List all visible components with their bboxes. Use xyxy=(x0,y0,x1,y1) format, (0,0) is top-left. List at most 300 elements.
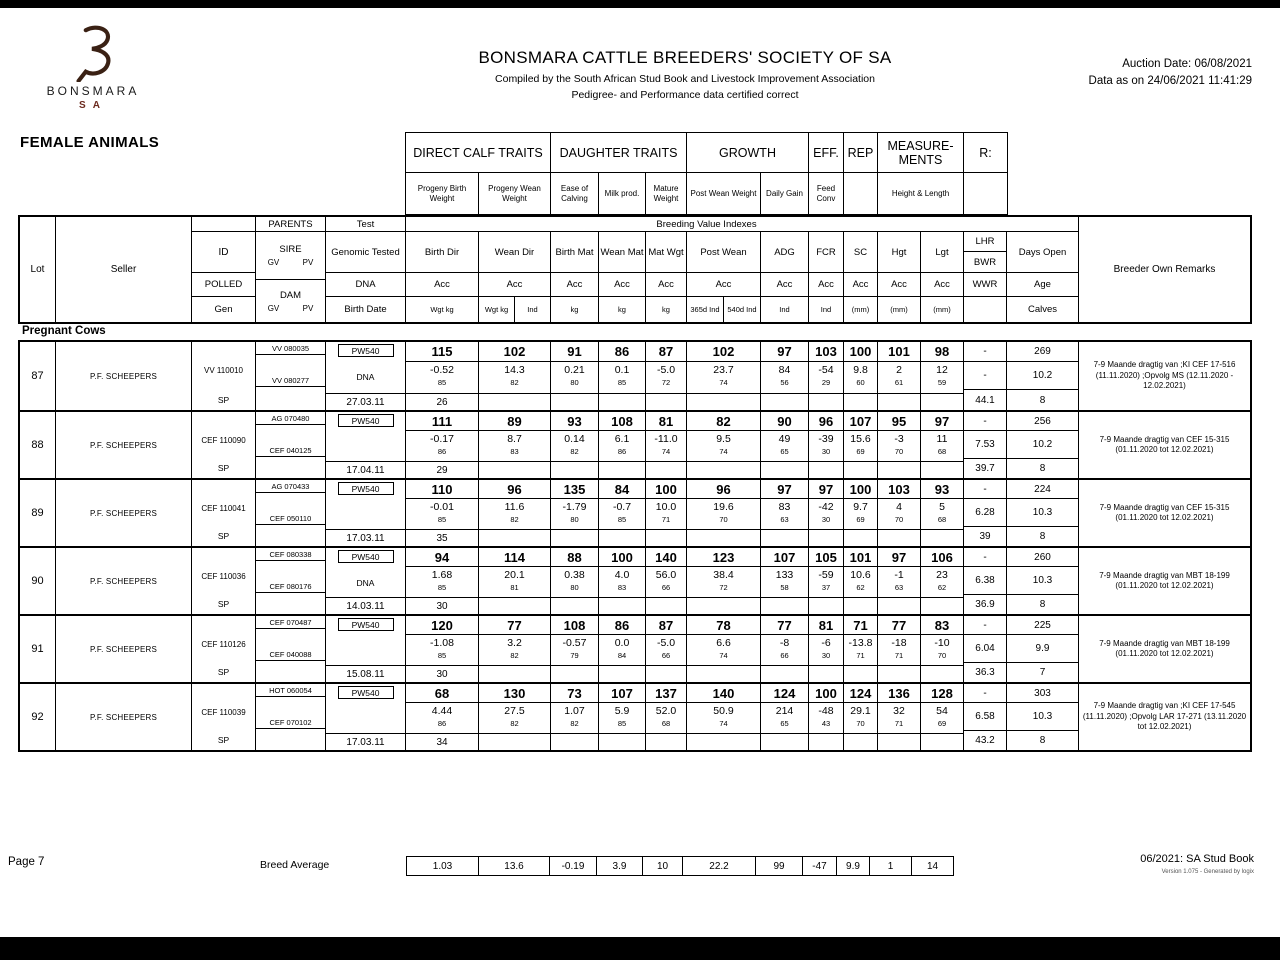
ratios-cell xyxy=(964,616,1007,682)
calves-value: 8 xyxy=(1039,394,1046,406)
id-cell xyxy=(192,412,256,478)
col-birth-dir xyxy=(406,616,479,682)
col-wean-dir: 96 11.6 82 xyxy=(479,480,551,546)
header-col-lgt: Lgt Acc (mm) xyxy=(921,232,964,322)
col-wean-dir: 102 14.3 82 xyxy=(479,342,551,410)
col-mat-wgt: 137 52.0 68 xyxy=(646,684,687,750)
subgroup-progeny-wean-weight: Progeny Wean Weight xyxy=(479,173,551,214)
col-fcr: 105 -59 37 xyxy=(809,548,844,614)
col-birth-mat: 135 -1.79 80 xyxy=(551,480,599,546)
group-rep: REP xyxy=(844,133,878,172)
dam-id: VV 080277 xyxy=(256,374,325,387)
col-fcr: 97 -42 30 xyxy=(809,480,844,546)
group-eff: EFF. xyxy=(809,133,844,172)
gen-value: SP xyxy=(217,735,230,745)
trait-group-header xyxy=(405,132,1008,215)
col-hgt: 136 32 71 xyxy=(878,684,921,750)
bwr-value: 7.53 xyxy=(964,431,1006,458)
col-hgt: 95 -3 70 xyxy=(878,412,921,478)
page-number: Page 7 xyxy=(8,856,45,868)
col-fcr: 96 -39 30 xyxy=(809,412,844,478)
calves-value: 8 xyxy=(1039,598,1046,610)
ratios-cell xyxy=(964,684,1007,750)
age-value: 10.3 xyxy=(1007,567,1078,594)
group-growth: GROWTH xyxy=(687,133,809,172)
header-dam: DAM GV PV xyxy=(267,289,314,313)
col-post-wean: 96 19.6 70 xyxy=(687,480,761,546)
subgroup-empty-r xyxy=(964,173,1007,214)
col-birth-mat: 73 1.07 82 xyxy=(551,684,599,750)
col-mat-wgt: 100 10.0 71 xyxy=(646,480,687,546)
bwr-value: 6.04 xyxy=(964,635,1006,662)
test-cell xyxy=(326,616,406,682)
gen-value: SP xyxy=(217,463,230,473)
test-code: PW540 xyxy=(338,414,394,427)
animal-id: CEF 110126 xyxy=(201,640,246,649)
col-adg: 124 214 65 xyxy=(761,684,809,750)
breeder-remarks: 7-9 Maande dragtig van CEF 15-315 (01.11.2020 tot 12.02.2021) xyxy=(1099,434,1230,454)
birth-date: 14.03.11 xyxy=(326,597,405,614)
calves-value: 8 xyxy=(1039,462,1046,474)
header-col-sc: SC Acc (mm) xyxy=(844,232,878,322)
days-cell xyxy=(1007,342,1079,410)
breed-average-value: 1.03 xyxy=(406,856,479,876)
test-cell xyxy=(326,342,406,410)
parents-cell xyxy=(256,480,326,546)
lhr-value: - xyxy=(964,412,1006,431)
col-wean-dir: 77 3.2 82 xyxy=(479,616,551,682)
days-open-value: 260 xyxy=(1007,548,1078,567)
breeder-remarks: 7-9 Maande dragtig van MBT 18-199 (01.11.2020 tot 12.02.2021) xyxy=(1099,638,1230,658)
table-row xyxy=(20,682,1250,750)
seller-name: P.F. SCHEEPERS xyxy=(56,616,192,682)
days-open-value: 303 xyxy=(1007,684,1078,703)
footer-right xyxy=(1140,853,1254,875)
header-lot: Lot xyxy=(20,217,56,322)
table-row xyxy=(20,614,1250,682)
breed-average-value: 9.9 xyxy=(836,856,870,876)
col-birth-dir xyxy=(406,684,479,750)
header-parents: PARENTS xyxy=(256,217,325,232)
header-col-post-wean: Post Wean Acc 365d Ind 540d Ind xyxy=(687,232,761,322)
group-measurements: MEASURE-MENTS xyxy=(878,133,964,172)
header-lhr: LHR xyxy=(964,232,1006,252)
header-test: Test xyxy=(326,217,405,232)
wwr-value: 39 xyxy=(979,530,991,542)
bv-value: -1.08 xyxy=(430,636,454,649)
lot-number: 90 xyxy=(20,548,56,614)
bwr-value: 6.58 xyxy=(964,703,1006,730)
lot-number: 89 xyxy=(20,480,56,546)
days-open-value: 269 xyxy=(1007,342,1078,362)
birth-date: 15.08.11 xyxy=(326,665,405,682)
version-text: Version 1.075 - Generated by logix xyxy=(1161,869,1254,875)
group-r: R: xyxy=(979,145,992,160)
bwr-value: 6.38 xyxy=(964,567,1006,594)
subgroup-feed-conv: Feed Conv xyxy=(809,173,844,214)
weight-value: 34 xyxy=(406,733,478,750)
acc-value: 85 xyxy=(437,514,447,524)
col-adg: 77 -8 66 xyxy=(761,616,809,682)
col-adg: 97 83 63 xyxy=(761,480,809,546)
section-title: FEMALE ANIMALS xyxy=(20,134,160,151)
subgroup-height-length: Height & Length xyxy=(878,173,964,214)
auction-date: Auction Date: 06/08/2021 xyxy=(1122,58,1252,70)
test-code: PW540 xyxy=(338,482,394,495)
col-fcr: 103 -54 29 xyxy=(809,342,844,410)
col-lgt: 128 54 69 xyxy=(921,684,964,750)
test-code: PW540 xyxy=(338,618,394,631)
col-wean-mat: 86 0.0 84 xyxy=(599,616,646,682)
acc-value: 86 xyxy=(437,718,447,728)
breed-average-value: -0.19 xyxy=(549,856,597,876)
header-birth-date: Birth Date xyxy=(344,304,387,315)
col-wean-dir: 130 27.5 82 xyxy=(479,684,551,750)
sire-id: AG 070433 xyxy=(256,480,325,493)
age-value: 10.3 xyxy=(1007,703,1078,730)
col-birth-mat: 93 0.14 82 xyxy=(551,412,599,478)
header-wwr: WWR xyxy=(964,273,1006,297)
acc-value: 86 xyxy=(437,446,447,456)
dam-id: CEF 050110 xyxy=(256,512,325,525)
studbook-edition: 06/2021: SA Stud Book xyxy=(1140,853,1254,865)
test-cell xyxy=(326,684,406,750)
acc-value: 85 xyxy=(437,582,447,592)
gen-value: SP xyxy=(217,395,230,405)
col-hgt: 77 -18 71 xyxy=(878,616,921,682)
bonsmara-brand-icon xyxy=(67,24,119,82)
lot-number: 88 xyxy=(20,412,56,478)
lot-number: 91 xyxy=(20,616,56,682)
document-dates xyxy=(1089,56,1252,90)
dam-id: CEF 080176 xyxy=(256,580,325,593)
sire-id: VV 080035 xyxy=(256,342,325,355)
header-col-fcr: FCR Acc Ind xyxy=(809,232,844,322)
wwr-value: 36.9 xyxy=(975,598,995,610)
header-col-adg: ADG Acc Ind xyxy=(761,232,809,322)
col-wean-dir: 89 8.7 83 xyxy=(479,412,551,478)
header-sire: SIRE GV PV xyxy=(256,232,325,280)
col-mat-wgt: 140 56.0 66 xyxy=(646,548,687,614)
age-value: 10.2 xyxy=(1007,362,1078,390)
table-row xyxy=(20,478,1250,546)
subgroup-ease-of-calving: Ease of Calving xyxy=(551,173,599,214)
birth-date: 17.03.11 xyxy=(326,529,405,546)
lhr-value: - xyxy=(964,548,1006,567)
dam-id: CEF 040088 xyxy=(256,648,325,661)
col-lgt: 97 11 68 xyxy=(921,412,964,478)
col-birth-dir xyxy=(406,342,479,410)
id-cell xyxy=(192,548,256,614)
header-col-wean-dir: Wean Dir Acc Wgt kg Ind xyxy=(479,232,551,322)
lhr-value: - xyxy=(964,342,1006,362)
header-id-column xyxy=(192,217,256,322)
wwr-value: 44.1 xyxy=(975,394,995,406)
lhr-value: - xyxy=(964,684,1006,703)
header-test-column xyxy=(326,217,406,322)
ratios-cell xyxy=(964,480,1007,546)
dam-id: CEF 040125 xyxy=(256,444,325,457)
lhr-value: - xyxy=(964,480,1006,499)
days-cell xyxy=(1007,684,1079,750)
index-value: 111 xyxy=(406,412,478,431)
breed-average-value: 22.2 xyxy=(682,856,756,876)
col-post-wean: 140 50.9 74 xyxy=(687,684,761,750)
parents-cell xyxy=(256,548,326,614)
days-cell xyxy=(1007,616,1079,682)
animal-id: CEF 110039 xyxy=(201,708,246,717)
header-col-mat-wgt: Mat Wgt Acc kg xyxy=(646,232,687,322)
index-value: 68 xyxy=(406,684,478,703)
wwr-value: 39.7 xyxy=(975,462,995,474)
col-post-wean: 123 38.4 72 xyxy=(687,548,761,614)
col-mat-wgt: 81 -11.0 74 xyxy=(646,412,687,478)
id-cell xyxy=(192,684,256,750)
col-birth-dir xyxy=(406,412,479,478)
acc-value: 85 xyxy=(437,650,447,660)
header-days-column xyxy=(1007,217,1079,322)
dna-flag: DNA xyxy=(356,372,375,382)
seller-name: P.F. SCHEEPERS xyxy=(56,412,192,478)
col-lgt: 106 23 62 xyxy=(921,548,964,614)
sire-id: HOT 060054 xyxy=(256,684,325,697)
section-label-pregnant-cows: Pregnant Cows xyxy=(22,325,106,337)
col-birth-mat: 108 -0.57 79 xyxy=(551,616,599,682)
group-direct-calf: DIRECT CALF TRAITS xyxy=(406,133,551,172)
col-hgt: 101 2 61 xyxy=(878,342,921,410)
test-code: PW540 xyxy=(338,686,394,699)
data-as-on: Data as on 24/06/2021 11:41:29 xyxy=(1088,75,1252,87)
bv-value: 4.44 xyxy=(431,704,453,717)
col-birth-dir xyxy=(406,480,479,546)
col-sc: 100 9.8 60 xyxy=(844,342,878,410)
col-birth-mat: 91 0.21 80 xyxy=(551,342,599,410)
breed-average-value: -47 xyxy=(802,856,837,876)
bv-value: 1.68 xyxy=(431,568,453,581)
id-cell xyxy=(192,616,256,682)
col-post-wean: 82 9.5 74 xyxy=(687,412,761,478)
header-seller: Seller xyxy=(56,217,192,322)
lot-number: 92 xyxy=(20,684,56,750)
breeder-remarks: 7-9 Maande dragtig van ;KI CEF 17-516 (11.11.2020) ;Opvolg MS (12.11.2020 - 12.02.2021) xyxy=(1093,360,1236,391)
subgroup-empty-rep xyxy=(844,173,878,214)
calves-value: 8 xyxy=(1039,734,1046,746)
wwr-value: 36.3 xyxy=(975,666,995,678)
brand-sub: SA xyxy=(79,100,107,111)
table-row xyxy=(20,342,1250,410)
weight-value: 30 xyxy=(406,597,478,614)
header-id: ID xyxy=(192,232,255,273)
header-age: Age xyxy=(1007,273,1078,297)
col-sc: 101 10.6 62 xyxy=(844,548,878,614)
col-hgt: 97 -1 63 xyxy=(878,548,921,614)
seller-name: P.F. SCHEEPERS xyxy=(56,684,192,750)
seller-name: P.F. SCHEEPERS xyxy=(56,548,192,614)
document-subtitle: Compiled by the South African Stud Book and Livestock Improvement Association xyxy=(495,73,875,85)
birth-date: 27.03.11 xyxy=(326,393,405,410)
age-value: 9.9 xyxy=(1007,635,1078,662)
col-mat-wgt: 87 -5.0 66 xyxy=(646,616,687,682)
days-open-value: 256 xyxy=(1007,412,1078,431)
group-daughter: DAUGHTER TRAITS xyxy=(551,133,687,172)
col-fcr: 81 -6 30 xyxy=(809,616,844,682)
days-cell xyxy=(1007,412,1079,478)
col-birth-dir xyxy=(406,548,479,614)
header-col-ratios xyxy=(964,232,1007,322)
document-title: BONSMARA CATTLE BREEDERS' SOCIETY OF SA xyxy=(478,48,892,67)
subgroup-mature-weight: Mature Weight xyxy=(646,173,687,214)
parents-cell xyxy=(256,342,326,410)
header-dna: DNA xyxy=(326,273,405,297)
breed-average-value: 10 xyxy=(642,856,683,876)
document-certification: Pedigree- and Performance data certified correct xyxy=(571,89,799,101)
gen-value: SP xyxy=(217,599,230,609)
document-header xyxy=(290,48,1080,101)
breed-average-value: 1 xyxy=(869,856,912,876)
col-hgt: 103 4 70 xyxy=(878,480,921,546)
subgroup-daily-gain: Daily Gain xyxy=(761,173,809,214)
weight-value: 35 xyxy=(406,529,478,546)
col-lgt: 83 -10 70 xyxy=(921,616,964,682)
header-polled: POLLED xyxy=(192,273,255,297)
table-body xyxy=(18,340,1252,752)
col-wean-mat: 84 -0.7 85 xyxy=(599,480,646,546)
breeder-remarks: 7-9 Maande dragtig van MBT 18-199 (01.11.2020 tot 12.02.2021) xyxy=(1099,570,1230,590)
col-birth-mat: 88 0.38 80 xyxy=(551,548,599,614)
breed-average-value: 14 xyxy=(911,856,954,876)
index-value: 94 xyxy=(406,548,478,567)
lot-number: 87 xyxy=(20,342,56,410)
seller-name: P.F. SCHEEPERS xyxy=(56,480,192,546)
weight-value: 26 xyxy=(406,393,478,410)
id-cell xyxy=(192,342,256,410)
test-cell xyxy=(326,548,406,614)
days-cell xyxy=(1007,480,1079,546)
sire-id: CEF 080338 xyxy=(256,548,325,561)
header-col-birth-dir: Birth Dir Acc Wgt kg xyxy=(406,232,479,322)
breeder-remarks: 7-9 Maande dragtig van ;KI CEF 17-545 (11.11.2020) ;Opvolg LAR 17-271 (13.11.2020 tot 12.02.2021) xyxy=(1082,701,1247,732)
header-remarks: Breeder Own Remarks xyxy=(1113,264,1216,275)
col-wean-mat: 107 5.9 85 xyxy=(599,684,646,750)
wwr-value: 43.2 xyxy=(975,734,995,746)
index-value: 115 xyxy=(406,342,478,362)
parents-cell xyxy=(256,684,326,750)
subgroup-post-wean-weight: Post Wean Weight xyxy=(687,173,761,214)
animal-id: CEF 110036 xyxy=(201,572,246,581)
col-wean-mat: 100 4.0 83 xyxy=(599,548,646,614)
header-col-hgt: Hgt Acc (mm) xyxy=(878,232,921,322)
bv-value: -0.17 xyxy=(430,432,454,445)
calves-value: 8 xyxy=(1039,530,1046,542)
breed-average-value: 99 xyxy=(755,856,803,876)
header-col-wean-mat: Wean Mat Acc kg xyxy=(599,232,646,322)
table-row xyxy=(20,546,1250,614)
col-sc: 71 -13.8 71 xyxy=(844,616,878,682)
col-wean-dir: 114 20.1 81 xyxy=(479,548,551,614)
animal-id: CEF 110041 xyxy=(201,504,246,513)
header-calves: Calves xyxy=(1027,304,1058,315)
animal-id: VV 110010 xyxy=(204,366,243,375)
days-cell xyxy=(1007,548,1079,614)
parents-cell xyxy=(256,412,326,478)
lhr-value: - xyxy=(964,616,1006,635)
parents-cell xyxy=(256,616,326,682)
seller-name: P.F. SCHEEPERS xyxy=(56,342,192,410)
dam-id: CEF 070102 xyxy=(256,716,325,729)
main-table-header xyxy=(18,215,1252,324)
col-adg: 97 84 56 xyxy=(761,342,809,410)
gen-value: SP xyxy=(217,667,230,677)
header-breeding-value-indexes: Breeding Value Indexes xyxy=(406,217,1007,232)
header-col-birth-mat: Birth Mat Acc kg xyxy=(551,232,599,322)
ratios-cell xyxy=(964,548,1007,614)
table-row xyxy=(20,410,1250,478)
col-sc: 124 29.1 70 xyxy=(844,684,878,750)
test-cell xyxy=(326,412,406,478)
col-post-wean: 102 23.7 74 xyxy=(687,342,761,410)
test-cell xyxy=(326,480,406,546)
ratios-cell xyxy=(964,412,1007,478)
sire-id: CEF 070487 xyxy=(256,616,325,629)
breed-average-value: 3.9 xyxy=(596,856,643,876)
bwr-value: - xyxy=(964,362,1006,390)
bv-value: -0.52 xyxy=(430,363,454,376)
days-open-value: 224 xyxy=(1007,480,1078,499)
test-code: PW540 xyxy=(338,550,394,563)
weight-value: 30 xyxy=(406,665,478,682)
bwr-value: 6.28 xyxy=(964,499,1006,526)
subgroup-progeny-birth-weight: Progeny Birth Weight xyxy=(406,173,479,214)
weight-value: 29 xyxy=(406,461,478,478)
birth-date: 17.03.11 xyxy=(326,733,405,750)
header-bwr: BWR xyxy=(964,252,1006,273)
breed-average-value: 13.6 xyxy=(478,856,550,876)
gen-value: SP xyxy=(217,531,230,541)
col-fcr: 100 -48 43 xyxy=(809,684,844,750)
brand-name: BONSMARA xyxy=(46,84,140,98)
age-value: 10.3 xyxy=(1007,499,1078,526)
col-mat-wgt: 87 -5.0 72 xyxy=(646,342,687,410)
bonsmara-logo xyxy=(28,24,158,111)
index-value: 110 xyxy=(406,480,478,499)
col-sc: 100 9.7 69 xyxy=(844,480,878,546)
header-gen: Gen xyxy=(214,304,233,315)
col-wean-mat: 108 6.1 86 xyxy=(599,412,646,478)
document-page xyxy=(0,8,1280,937)
animal-id: CEF 110090 xyxy=(201,436,246,445)
breeder-remarks: 7-9 Maande dragtig van CEF 15-315 (01.11.2020 tot 12.02.2021) xyxy=(1099,502,1230,522)
sire-id: AG 070480 xyxy=(256,412,325,425)
breed-average-label: Breed Average xyxy=(260,859,330,871)
test-code: PW540 xyxy=(338,344,394,357)
col-sc: 107 15.6 69 xyxy=(844,412,878,478)
col-lgt: 93 5 68 xyxy=(921,480,964,546)
dna-flag: DNA xyxy=(356,578,375,588)
header-genomic-tested: Genomic Tested xyxy=(326,232,405,273)
header-days-open: Days Open xyxy=(1007,232,1078,273)
col-wean-mat: 86 0.1 85 xyxy=(599,342,646,410)
breeding-value-region xyxy=(406,217,1007,322)
col-lgt: 98 12 59 xyxy=(921,342,964,410)
birth-date: 17.04.11 xyxy=(326,461,405,478)
days-open-value: 225 xyxy=(1007,616,1078,635)
index-value: 120 xyxy=(406,616,478,635)
subgroup-milk-prod: Milk prod. xyxy=(599,173,646,214)
ratios-cell xyxy=(964,342,1007,410)
age-value: 10.2 xyxy=(1007,431,1078,458)
breed-average-row xyxy=(406,856,954,876)
col-adg: 90 49 65 xyxy=(761,412,809,478)
